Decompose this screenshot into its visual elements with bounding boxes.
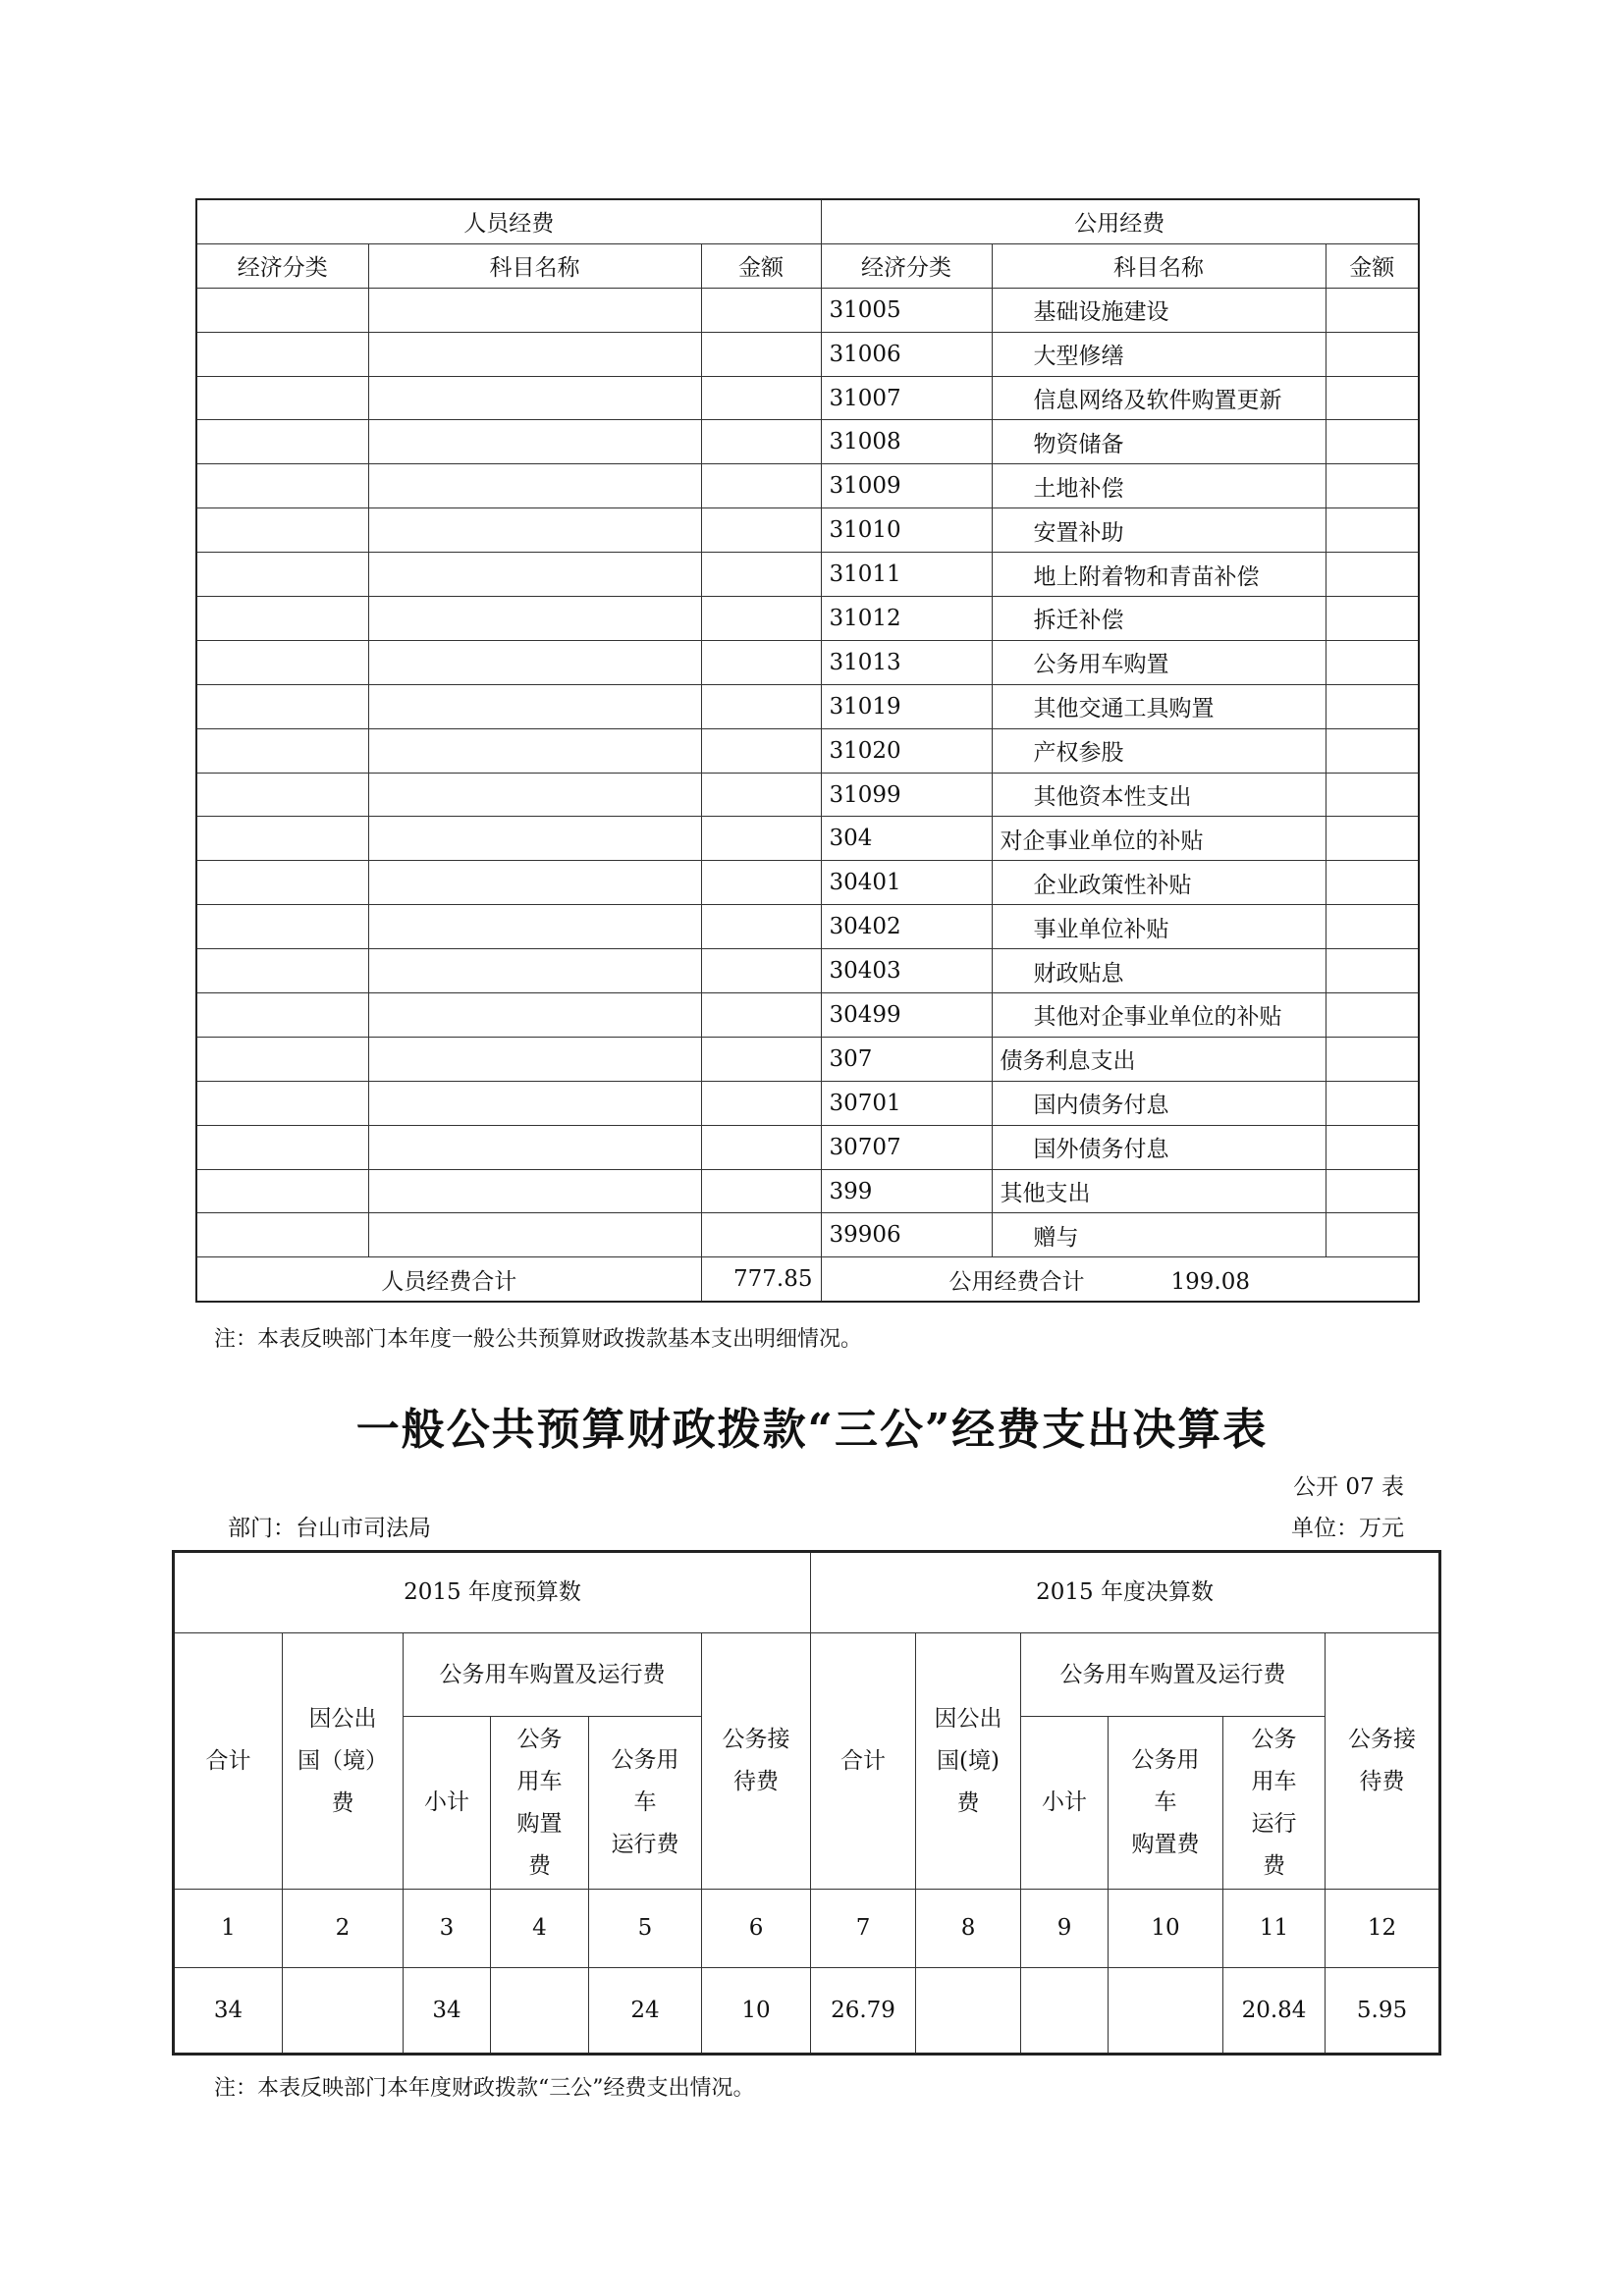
amount-cell xyxy=(1326,640,1419,684)
column-number-cell: 2 xyxy=(283,1890,404,1968)
personnel-item-name-cell xyxy=(368,508,701,553)
column-number-cell: 5 xyxy=(589,1890,702,1968)
item-name-cell: 地上附着物和青苗补偿 xyxy=(992,553,1326,597)
table-row xyxy=(196,420,1419,464)
table-row xyxy=(196,553,1419,597)
item-name-cell: 事业单位补贴 xyxy=(992,905,1326,949)
value-cell xyxy=(491,1968,589,2055)
personnel-item-name-cell xyxy=(368,553,701,597)
econ-code-cell: 31012 xyxy=(821,597,992,641)
personnel-econ-class-cell xyxy=(196,332,368,376)
amount-cell xyxy=(1326,508,1419,553)
personnel-amount-cell xyxy=(701,1081,821,1125)
personnel-amount-cell xyxy=(701,640,821,684)
personnel-item-name-cell xyxy=(368,773,701,817)
table1-note: 注：本表反映部门本年度一般公共预算财政拨款基本支出明细情况。 xyxy=(214,1327,863,1352)
personnel-econ-class-cell xyxy=(196,508,368,553)
table-row xyxy=(196,861,1419,905)
personnel-econ-class-cell xyxy=(196,684,368,728)
personnel-econ-class-cell xyxy=(196,420,368,464)
item-name-cell: 债务利息支出 xyxy=(992,1037,1326,1081)
col-item-name: 科目名称 xyxy=(992,243,1326,288)
col-amount: 金额 xyxy=(1326,243,1419,288)
personnel-amount-cell xyxy=(701,464,821,508)
personnel-item-name-cell xyxy=(368,1081,701,1125)
form-number: 公开 07 表 xyxy=(1293,1474,1404,1500)
personnel-item-name-cell xyxy=(368,684,701,728)
item-name-cell: 企业政策性补贴 xyxy=(992,861,1326,905)
amount-cell xyxy=(1326,288,1419,332)
econ-code-cell: 31010 xyxy=(821,508,992,553)
personnel-econ-class-cell xyxy=(196,553,368,597)
item-name-cell: 对企事业单位的补贴 xyxy=(992,817,1326,861)
personnel-amount-cell xyxy=(701,861,821,905)
group-header-row xyxy=(174,1633,1440,1717)
col-amount: 金额 xyxy=(701,243,821,288)
column-number-cell: 3 xyxy=(404,1890,491,1968)
personnel-item-name-cell xyxy=(368,332,701,376)
unit-label: 单位：万元 xyxy=(1291,1516,1404,1541)
col-vehicle-group: 公务用车购置及运行费 xyxy=(1021,1633,1326,1717)
col-econ-class: 经济分类 xyxy=(821,243,992,288)
personnel-amount-cell xyxy=(701,1169,821,1213)
econ-code-cell: 31013 xyxy=(821,640,992,684)
table-row xyxy=(196,1125,1419,1169)
amount-cell xyxy=(1326,420,1419,464)
table-row xyxy=(196,1213,1419,1257)
amount-cell xyxy=(1326,1037,1419,1081)
table-header-row xyxy=(174,1552,1440,1633)
amount-cell xyxy=(1326,1169,1419,1213)
column-number-cell: 1 xyxy=(174,1890,283,1968)
item-name-cell: 物资储备 xyxy=(992,420,1326,464)
column-header-row xyxy=(196,243,1419,288)
personnel-item-name-cell xyxy=(368,993,701,1038)
personnel-amount-cell xyxy=(701,817,821,861)
table-row xyxy=(196,993,1419,1038)
table-row xyxy=(196,597,1419,641)
personnel-amount-cell xyxy=(701,1037,821,1081)
col-reception: 公务接 待费 xyxy=(1326,1633,1440,1890)
col-econ-class: 经济分类 xyxy=(196,243,368,288)
table-row xyxy=(196,508,1419,553)
table-header-row xyxy=(196,199,1419,243)
item-name-cell: 土地补偿 xyxy=(992,464,1326,508)
econ-code-cell: 31019 xyxy=(821,684,992,728)
personnel-econ-class-cell xyxy=(196,1125,368,1169)
econ-code-cell: 399 xyxy=(821,1169,992,1213)
personnel-econ-class-cell xyxy=(196,1213,368,1257)
item-name-cell: 其他交通工具购置 xyxy=(992,684,1326,728)
econ-code-cell: 30701 xyxy=(821,1081,992,1125)
column-number-cell: 8 xyxy=(916,1890,1021,1968)
personnel-amount-cell xyxy=(701,773,821,817)
amount-cell xyxy=(1326,773,1419,817)
totals-row xyxy=(196,1257,1419,1302)
column-number-cell: 12 xyxy=(1326,1890,1440,1968)
personnel-econ-class-cell xyxy=(196,773,368,817)
value-cell: 26.79 xyxy=(811,1968,916,2055)
item-name-cell: 国外债务付息 xyxy=(992,1125,1326,1169)
value-cell: 20.84 xyxy=(1223,1968,1326,2055)
item-name-cell: 财政贴息 xyxy=(992,949,1326,993)
amount-cell xyxy=(1326,376,1419,420)
public-total-cell xyxy=(821,1257,1419,1302)
econ-code-cell: 307 xyxy=(821,1037,992,1081)
table-row xyxy=(196,817,1419,861)
table-row xyxy=(196,464,1419,508)
value-cell: 24 xyxy=(589,1968,702,2055)
table-row xyxy=(196,905,1419,949)
public-total-value: 199.08 xyxy=(1170,1268,1250,1295)
econ-code-cell: 30401 xyxy=(821,861,992,905)
value-cell xyxy=(1021,1968,1109,2055)
personnel-amount-cell xyxy=(701,949,821,993)
item-name-cell: 赠与 xyxy=(992,1213,1326,1257)
value-cell: 34 xyxy=(404,1968,491,2055)
personnel-econ-class-cell xyxy=(196,640,368,684)
item-name-cell: 其他支出 xyxy=(992,1169,1326,1213)
table-row xyxy=(196,1081,1419,1125)
personnel-econ-class-cell xyxy=(196,1037,368,1081)
econ-code-cell: 30402 xyxy=(821,905,992,949)
personnel-item-name-cell xyxy=(368,288,701,332)
personnel-econ-class-cell xyxy=(196,949,368,993)
personnel-item-name-cell xyxy=(368,1169,701,1213)
table2-note: 注：本表反映部门本年度财政拨款“三公”经费支出情况。 xyxy=(214,2076,755,2101)
personnel-amount-cell xyxy=(701,420,821,464)
personnel-econ-class-cell xyxy=(196,817,368,861)
item-name-cell: 拆迁补偿 xyxy=(992,597,1326,641)
col-vehicle-operation: 公务 用车 运行 费 xyxy=(1223,1717,1326,1890)
amount-cell xyxy=(1326,464,1419,508)
personnel-econ-class-cell xyxy=(196,993,368,1038)
table-row xyxy=(196,949,1419,993)
col-abroad: 因公出 国(境) 费 xyxy=(916,1633,1021,1890)
item-name-cell: 大型修缮 xyxy=(992,332,1326,376)
table-row xyxy=(196,1037,1419,1081)
table-row xyxy=(196,376,1419,420)
amount-cell xyxy=(1326,993,1419,1038)
value-cell: 10 xyxy=(702,1968,811,2055)
item-name-cell: 信息网络及软件购置更新 xyxy=(992,376,1326,420)
econ-code-cell: 39906 xyxy=(821,1213,992,1257)
page-title: 一般公共预算财政拨款“三公”经费支出决算表 xyxy=(355,1405,1269,1455)
amount-cell xyxy=(1326,1213,1419,1257)
econ-code-cell: 31011 xyxy=(821,553,992,597)
value-cell: 5.95 xyxy=(1326,1968,1440,2055)
col-subtotal: 小计 xyxy=(1021,1717,1109,1890)
table-row xyxy=(196,728,1419,773)
personnel-amount-cell xyxy=(701,597,821,641)
personnel-econ-class-cell xyxy=(196,1081,368,1125)
column-number-cell: 9 xyxy=(1021,1890,1109,1968)
col-vehicle-group: 公务用车购置及运行费 xyxy=(404,1633,702,1717)
amount-cell xyxy=(1326,728,1419,773)
table-row xyxy=(196,640,1419,684)
econ-code-cell: 31006 xyxy=(821,332,992,376)
col-subtotal: 小计 xyxy=(404,1717,491,1890)
amount-cell xyxy=(1326,1081,1419,1125)
amount-cell xyxy=(1326,332,1419,376)
personnel-econ-class-cell xyxy=(196,1169,368,1213)
item-name-cell: 安置补助 xyxy=(992,508,1326,553)
amount-cell xyxy=(1326,861,1419,905)
amount-cell xyxy=(1326,684,1419,728)
econ-code-cell: 304 xyxy=(821,817,992,861)
personnel-amount-cell xyxy=(701,553,821,597)
amount-cell xyxy=(1326,597,1419,641)
column-number-cell: 10 xyxy=(1109,1890,1223,1968)
table-row xyxy=(196,684,1419,728)
personnel-item-name-cell xyxy=(368,1037,701,1081)
econ-code-cell: 30499 xyxy=(821,993,992,1038)
item-name-cell: 公务用车购置 xyxy=(992,640,1326,684)
personnel-item-name-cell xyxy=(368,640,701,684)
personnel-item-name-cell xyxy=(368,949,701,993)
department-label: 部门：台山市司法局 xyxy=(228,1516,431,1541)
personnel-amount-cell xyxy=(701,993,821,1038)
value-cell xyxy=(283,1968,404,2055)
col-vehicle-operation: 公务用 车 运行费 xyxy=(589,1717,702,1890)
amount-cell xyxy=(1326,949,1419,993)
item-name-cell: 其他资本性支出 xyxy=(992,773,1326,817)
personnel-amount-cell xyxy=(701,1213,821,1257)
personnel-amount-cell xyxy=(701,1125,821,1169)
col-total: 合计 xyxy=(811,1633,916,1890)
personnel-econ-class-cell xyxy=(196,905,368,949)
amount-cell xyxy=(1326,817,1419,861)
item-name-cell: 国内债务付息 xyxy=(992,1081,1326,1125)
public-total-label: 公用经费合计 xyxy=(948,1268,1085,1295)
column-number-cell: 6 xyxy=(702,1890,811,1968)
personnel-item-name-cell xyxy=(368,464,701,508)
amount-cell xyxy=(1326,553,1419,597)
econ-code-cell: 31009 xyxy=(821,464,992,508)
econ-code-cell: 30707 xyxy=(821,1125,992,1169)
table-row xyxy=(196,773,1419,817)
table-row xyxy=(196,332,1419,376)
three-public-expenses-table xyxy=(172,1550,1441,2056)
personnel-amount-cell xyxy=(701,376,821,420)
value-cell xyxy=(1109,1968,1223,2055)
personnel-item-name-cell xyxy=(368,420,701,464)
econ-code-cell: 30403 xyxy=(821,949,992,993)
personnel-total-value: 777.85 xyxy=(701,1257,821,1302)
personnel-amount-cell xyxy=(701,508,821,553)
col-total: 合计 xyxy=(174,1633,283,1890)
personnel-econ-class-cell xyxy=(196,288,368,332)
final-header: 2015 年度决算数 xyxy=(811,1552,1440,1633)
amount-cell xyxy=(1326,1125,1419,1169)
amount-cell xyxy=(1326,905,1419,949)
personnel-amount-cell xyxy=(701,905,821,949)
econ-code-cell: 31005 xyxy=(821,288,992,332)
personnel-amount-cell xyxy=(701,728,821,773)
personnel-header: 人员经费 xyxy=(196,199,821,243)
col-vehicle-purchase: 公务 用车 购置 费 xyxy=(491,1717,589,1890)
econ-code-cell: 31020 xyxy=(821,728,992,773)
col-reception: 公务接 待费 xyxy=(702,1633,811,1890)
personnel-econ-class-cell xyxy=(196,464,368,508)
col-vehicle-purchase: 公务用 车 购置费 xyxy=(1109,1717,1223,1890)
personnel-econ-class-cell xyxy=(196,728,368,773)
personnel-item-name-cell xyxy=(368,817,701,861)
econ-code-cell: 31008 xyxy=(821,420,992,464)
econ-code-cell: 31099 xyxy=(821,773,992,817)
item-name-cell: 其他对企事业单位的补贴 xyxy=(992,993,1326,1038)
values-row xyxy=(174,1968,1440,2055)
col-abroad: 因公出 国（境） 费 xyxy=(283,1633,404,1890)
personnel-item-name-cell xyxy=(368,1125,701,1169)
col-item-name: 科目名称 xyxy=(368,243,701,288)
column-number-row xyxy=(174,1890,1440,1968)
public-header: 公用经费 xyxy=(821,199,1419,243)
personnel-amount-cell xyxy=(701,332,821,376)
econ-code-cell: 31007 xyxy=(821,376,992,420)
personnel-total-label: 人员经费合计 xyxy=(196,1257,701,1302)
item-name-cell: 基础设施建设 xyxy=(992,288,1326,332)
personnel-econ-class-cell xyxy=(196,597,368,641)
personnel-amount-cell xyxy=(701,288,821,332)
table-row xyxy=(196,1169,1419,1213)
item-name-cell: 产权参股 xyxy=(992,728,1326,773)
personnel-econ-class-cell xyxy=(196,376,368,420)
column-number-cell: 11 xyxy=(1223,1890,1326,1968)
column-number-cell: 7 xyxy=(811,1890,916,1968)
personnel-econ-class-cell xyxy=(196,861,368,905)
personnel-item-name-cell xyxy=(368,376,701,420)
value-cell xyxy=(916,1968,1021,2055)
budget-header: 2015 年度预算数 xyxy=(174,1552,811,1633)
personnel-item-name-cell xyxy=(368,905,701,949)
personnel-item-name-cell xyxy=(368,1213,701,1257)
column-number-cell: 4 xyxy=(491,1890,589,1968)
personnel-amount-cell xyxy=(701,684,821,728)
basic-expenditure-table xyxy=(195,198,1420,1303)
personnel-item-name-cell xyxy=(368,597,701,641)
table-row xyxy=(196,288,1419,332)
personnel-item-name-cell xyxy=(368,861,701,905)
value-cell: 34 xyxy=(174,1968,283,2055)
personnel-item-name-cell xyxy=(368,728,701,773)
